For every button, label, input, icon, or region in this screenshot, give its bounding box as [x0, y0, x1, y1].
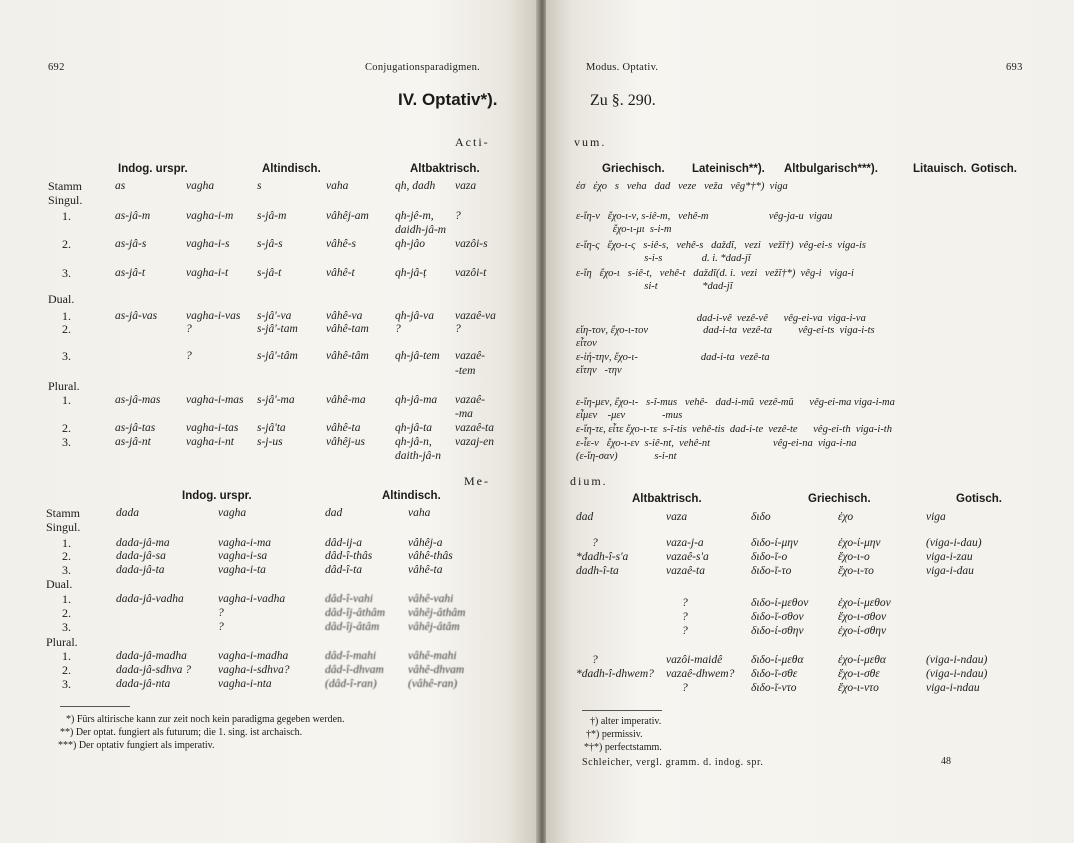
form-cell: s-jâ'-ma [257, 394, 295, 406]
form-cell: vâhê-vahi [408, 593, 454, 605]
form-cell: vaha [326, 180, 349, 192]
form-cell: dada-jâ-ta [116, 564, 165, 576]
column-header: Gotisch. [956, 493, 1003, 505]
footnote-left-2: **) Der optat. fungiert als futurum; die 1. sing. ist archaisch. [60, 727, 303, 738]
form-cell: s-jâ'-tam [257, 323, 298, 335]
form-cell: vâhêj-us [326, 436, 365, 448]
medium-heading-left: Me- [464, 474, 490, 488]
form-cell: vagha-i-ma [218, 537, 272, 549]
form-cell: vagha-i-m [186, 210, 234, 222]
form-cell: as [115, 180, 126, 192]
form-cell: διδο-ί-μεθον [751, 597, 809, 609]
form-cell: dada [116, 507, 139, 519]
row-label: 2. [62, 421, 71, 435]
form-cell: διδο-ῖ-σθε [751, 668, 798, 680]
column-header: Altbaktrisch. [632, 493, 702, 505]
column-header: Altindisch. [262, 163, 321, 175]
row-label: 2. [62, 322, 71, 336]
form-cell: vazôi-maidê [666, 654, 723, 666]
column-header: Litauisch. [913, 163, 967, 175]
form-cell: ? [592, 537, 598, 549]
form-cell: ἐχο-ί-μην [838, 537, 881, 549]
footnote-right-2: †*) permissiv. [586, 729, 643, 740]
printer-signature: Schleicher, vergl. gramm. d. indog. spr. [582, 757, 764, 768]
form-cell: ἔχο-ι-σθον [838, 611, 887, 623]
row-label: Stamm [48, 179, 83, 193]
form-cell: as-jâ-nt [115, 436, 151, 448]
form-cell: viga [926, 511, 946, 523]
form-cell: ? [455, 210, 461, 222]
column-header: Gotisch. [971, 163, 1018, 175]
form-cell: vazaê-s'a [666, 551, 709, 563]
form-cell: διδο-ῖ-σθον [751, 611, 804, 623]
form-cell: qh-jâ-ma [395, 394, 438, 406]
form-line: εἴη-τον, ἔχο-ι-τον dad-i-ta vezê-ta vêg-ei-ts viga-i-ts [576, 325, 875, 336]
form-cell: vazaê-dhwem? [666, 668, 735, 680]
form-cell: s-jâ-m [257, 210, 287, 222]
form-line: εἶμεν -μεν -mus [576, 410, 683, 421]
form-cell: as-jâ-m [115, 210, 151, 222]
row-label: 2. [62, 606, 71, 620]
row-label: 1. [62, 393, 71, 407]
form-cell: (viga-i-dau) [926, 537, 982, 549]
row-label: 2. [62, 549, 71, 563]
form-cell: dada-jâ-sa [116, 550, 166, 562]
column-header: Griechisch. [808, 493, 871, 505]
form-cell: vagha-i-sa [218, 550, 268, 562]
form-cell: vagha [218, 507, 247, 519]
form-line: ἔχο-ι-μι s-i-m [576, 224, 672, 235]
footnote-rule-right [582, 710, 662, 711]
form-cell: as-jâ-s [115, 238, 147, 250]
row-label: 3. [62, 349, 71, 363]
sheet-number: 48 [941, 756, 951, 767]
form-cell: dada-jâ-nta [116, 678, 171, 690]
row-label: 1. [62, 536, 71, 550]
column-header: Altbaktrisch. [410, 163, 480, 175]
form-cell: (vâhê-ran) [408, 678, 458, 690]
form-cell: vâhê-thâs [408, 550, 453, 562]
form-cell: vâhê-ta [408, 564, 443, 576]
form-cell: s-jâ-t [257, 267, 282, 279]
form-line: (ε-ἴη-σαν) s-i-nt [576, 451, 677, 462]
activum-heading-left: Acti- [455, 135, 490, 149]
form-cell: dâd-îj-âtâm [325, 621, 380, 633]
form-cell: qh-jâ-ṭ [395, 267, 427, 279]
form-cell: ? [682, 597, 688, 609]
row-label: 1. [62, 309, 71, 323]
page-number-left: 692 [48, 62, 65, 73]
row-label: Plural. [48, 379, 80, 393]
row-label: Stamm [46, 506, 81, 520]
form-line: εἶτον [576, 338, 597, 349]
form-cell: ἔχο-ι-σθε [838, 668, 880, 680]
form-cell: *dadh-î-dhwem? [576, 668, 654, 680]
form-cell: qh-jâo [395, 238, 426, 250]
form-cell: ? [186, 350, 192, 362]
form-cell: dad [325, 507, 343, 519]
form-cell: ἐχο-ί-μεθον [838, 597, 891, 609]
form-cell: s-jâ-s [257, 238, 283, 250]
running-head-left: Conjugationsparadigmen. [365, 62, 481, 73]
form-cell: qh-jâ-ta [395, 422, 433, 434]
form-cell: dada-jâ-ma [116, 537, 170, 549]
form-cell: as-jâ-mas [115, 394, 161, 406]
form-cell: -ma [455, 408, 473, 420]
form-cell: vâhêj-âthâm [408, 607, 466, 619]
form-cell: vâhê-s [326, 238, 357, 250]
row-label: 3. [62, 266, 71, 280]
form-cell: vâhê-tam [326, 323, 369, 335]
form-cell: ἔχο-ι-το [838, 565, 874, 577]
form-cell: ἔχο-ι-ο [838, 551, 870, 563]
form-cell: s [257, 180, 262, 192]
row-label: Plural. [46, 635, 78, 649]
row-label: 1. [62, 592, 71, 606]
row-label: 3. [62, 677, 71, 691]
row-label: Dual. [48, 292, 75, 306]
form-cell: ἐχο-ί-σθην [838, 625, 887, 637]
footnote-right-3: *†*) perfectstamm. [584, 742, 662, 753]
row-label: Dual. [46, 577, 73, 591]
form-cell: (viga-i-ndau) [926, 654, 988, 666]
form-cell: vazôi-t [455, 267, 487, 279]
form-cell: vagha-i-s [186, 238, 230, 250]
form-cell: qh, dadh [395, 180, 436, 192]
form-line: ε-ἴη-ν ἔχο-ι-ν, s-iê-m, vehê-m vêg-ja-u vigau [576, 211, 833, 222]
form-cell: ? [218, 607, 224, 619]
activum-heading-right: vum. [574, 135, 607, 149]
form-cell: s-j-us [257, 436, 283, 448]
form-cell: viga-i-dau [926, 565, 974, 577]
row-label: 1. [62, 649, 71, 663]
column-header: Griechisch. [602, 163, 665, 175]
form-cell: dâd-î-thâs [325, 550, 373, 562]
form-cell: dada-jâ-vadha [116, 593, 184, 605]
form-cell: vagha [186, 180, 215, 192]
form-cell: ? [592, 654, 598, 666]
form-cell: ? [218, 621, 224, 633]
form-cell: *dadh-î-s'a [576, 551, 629, 563]
form-cell: viga-i-ndau [926, 682, 980, 694]
form-cell: vazaê-ta [666, 565, 705, 577]
form-cell: vâhê-ma [326, 394, 366, 406]
page-number-right: 693 [1006, 62, 1023, 73]
form-cell: vagha-i-vadha [218, 593, 286, 605]
form-cell: vâhêj-a [408, 537, 443, 549]
form-cell: vâhêj-am [326, 210, 369, 222]
row-label: 3. [62, 435, 71, 449]
form-cell: ? [395, 323, 401, 335]
form-cell: as-jâ-vas [115, 310, 158, 322]
row-label: Singul. [48, 193, 83, 207]
form-cell: διδο-ῖ-το [751, 565, 792, 577]
form-cell: vagha-i-madha [218, 650, 289, 662]
form-cell: διδο-ῖ-ντο [751, 682, 797, 694]
form-cell: vaza-j-a [666, 537, 704, 549]
form-cell: vaha [408, 507, 431, 519]
form-cell: vazaê- [455, 394, 486, 406]
footnote-left-1: *) Fürs altirische kann zur zeit noch kein paradigma gegeben werden. [66, 714, 345, 725]
form-cell: ἐχο-ί-μεθα [838, 654, 886, 666]
form-cell: vagha-i-nt [186, 436, 234, 448]
form-cell: vâhê-t [326, 267, 355, 279]
form-cell: dad [576, 511, 594, 523]
form-cell: viga-i-zau [926, 551, 973, 563]
form-cell: daith-jâ-n [395, 450, 441, 462]
form-cell: qh-jê-m, [395, 210, 434, 222]
medium-heading-right: dium. [570, 474, 608, 488]
form-cell: διδο [751, 511, 771, 523]
right-page [546, 0, 1074, 843]
form-line: ἐσ ἐχο s veha dad veze veža vêg*†*) viga [576, 181, 788, 192]
form-cell: dâd-î-mahi [325, 650, 377, 662]
section-reference: Zu §. 290. [590, 92, 656, 109]
form-cell: vagha-i-ta [218, 564, 266, 576]
form-cell: (dâd-î-ran) [325, 678, 377, 690]
form-cell: ? [186, 323, 192, 335]
form-cell: dada-jâ-sdhva ? [116, 664, 192, 676]
form-cell: vagha-i-mas [186, 394, 244, 406]
form-cell: vâhêj-âtâm [408, 621, 460, 633]
form-line: s-i-s d. i. *dad-jĭ [576, 253, 751, 264]
form-cell: as-jâ-tas [115, 422, 156, 434]
form-cell: vagha-i-t [186, 267, 229, 279]
form-cell: vazaê- [455, 350, 486, 362]
section-title: IV. Optativ*). [398, 90, 498, 109]
form-cell: daidh-jâ-m [395, 224, 447, 236]
form-cell: ? [682, 682, 688, 694]
row-label: 2. [62, 237, 71, 251]
form-cell: διδο-ί-μεθα [751, 654, 804, 666]
form-cell: -tem [455, 365, 476, 377]
form-cell: vazaê-va [455, 310, 496, 322]
form-cell: dada-jâ-madha [116, 650, 187, 662]
column-header: Altbulgarisch***). [784, 163, 878, 175]
form-cell: dâd-î-vahi [325, 593, 373, 605]
form-cell: s-jâ'ta [257, 422, 286, 434]
row-label: 3. [62, 563, 71, 577]
form-cell: ἔχο-ι-ντο [838, 682, 879, 694]
footnote-right-1: †) alter imperativ. [590, 716, 662, 727]
form-cell: dadh-î-ta [576, 565, 619, 577]
form-cell: s-jâ'-va [257, 310, 292, 322]
row-label: Singul. [46, 520, 81, 534]
form-cell: dâd-î-ta [325, 564, 363, 576]
form-cell: vaza [666, 511, 688, 523]
form-cell: vagha-i-sdhva? [218, 664, 290, 676]
form-cell: vâhê-va [326, 310, 363, 322]
form-line: ε-ἴη-ς ἔχο-ι-ς s-iê-s, vehê-s daždĭ, vezi vežĭ†) vêg-ei-s viga-is [576, 240, 866, 251]
row-label: 2. [62, 663, 71, 677]
form-cell: διδο-ί-μην [751, 537, 799, 549]
form-line: ε-ἶε-ν ἔχο-ι-εν s-iê-nt, vehê-nt vêg-ei-na viga-i-na [576, 438, 857, 449]
form-cell: vâhê-dhvam [408, 664, 465, 676]
form-cell: vaza [455, 180, 477, 192]
form-cell: qh-jâ-n, [395, 436, 432, 448]
form-cell: dâd-ij-a [325, 537, 363, 549]
form-cell: ? [682, 611, 688, 623]
form-cell: s-jâ'-tâm [257, 350, 298, 362]
form-cell: qh-jâ-tem [395, 350, 440, 362]
row-label: 3. [62, 620, 71, 634]
form-line: εἴτην -την [576, 365, 622, 376]
form-cell: vazôi-s [455, 238, 488, 250]
form-cell: vagha-i-nta [218, 678, 272, 690]
footnote-left-3: ***) Der optativ fungiert als imperativ. [58, 740, 215, 751]
form-cell: vâhê-mahi [408, 650, 457, 662]
footnote-rule-left [60, 706, 130, 707]
form-cell: vazaê-ta [455, 422, 494, 434]
form-cell: ? [682, 625, 688, 637]
form-cell: dâd-î-dhvam [325, 664, 384, 676]
form-line: dad-i-vê vezê-vê vêg-ei-va viga-i-va [576, 313, 866, 324]
form-cell: (viga-i-ndau) [926, 668, 988, 680]
form-cell: vagha-i-tas [186, 422, 239, 434]
form-cell: ἐχο [838, 511, 854, 523]
form-line: si-t *dad-jĭ [576, 281, 733, 292]
form-cell: dâd-îj-âthâm [325, 607, 386, 619]
form-line: ε-ἴη-τε, εἶτε ἔχο-ι-τε s-î-tis vehê-tis dad-i-te vezê-te vêg-ei-th viga-i-th [576, 424, 892, 435]
form-line: ε-ἴη-μεν, ἔχο-ι- s-î-mus vehê- dad-i-mŭ vezê-mŭ vêg-ei-ma viga-i-ma [576, 397, 895, 408]
form-cell: vâhê-ta [326, 422, 361, 434]
row-label: 1. [62, 209, 71, 223]
form-cell: ? [455, 323, 461, 335]
column-header: Lateinisch**). [692, 163, 765, 175]
form-cell: vagha-i-vas [186, 310, 241, 322]
form-cell: qh-jâ-va [395, 310, 434, 322]
form-cell: διδο-ί-σθην [751, 625, 804, 637]
form-line: ε-ἴη ἔχο-ι s-iê-t, vehê-t daždĭ(d. i. vezi vežĭ†*) vêg-i viga-i [576, 268, 854, 279]
running-head-right: Modus. Optativ. [586, 62, 659, 73]
column-header: Indog. urspr. [118, 163, 188, 175]
form-cell: vâhê-tâm [326, 350, 369, 362]
form-line: ε-ἰή-την, ἔχο-ι- dad-i-ta vezê-ta [576, 352, 770, 363]
column-header: Indog. urspr. [182, 490, 252, 502]
column-header: Altindisch. [382, 490, 441, 502]
form-cell: as-jâ-t [115, 267, 146, 279]
form-cell: vazaj-en [455, 436, 494, 448]
form-cell: διδο-ῖ-ο [751, 551, 788, 563]
